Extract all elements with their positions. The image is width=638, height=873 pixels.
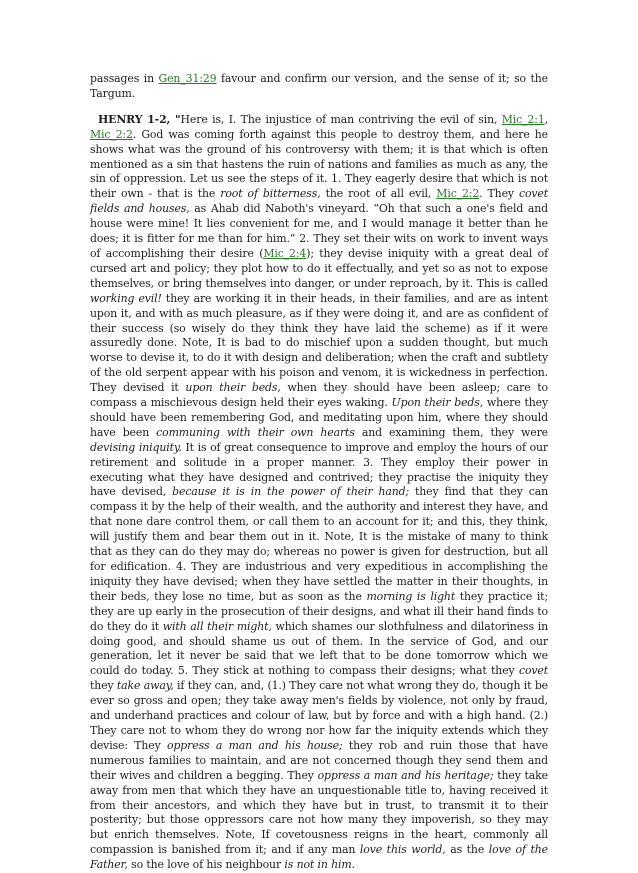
- intro-paragraph: [90, 72, 548, 102]
- body-text: favour and confirm our version, and the sense of it; so the Targum.: [90, 72, 549, 100]
- body-text: passages in: [90, 72, 159, 85]
- emphasized-text: covet: [518, 664, 548, 678]
- scripture-reference-link[interactable]: Mic_2:1: [501, 112, 545, 126]
- emphasized-text: communing with their own hearts: [156, 425, 355, 439]
- body-text: as the: [445, 843, 489, 857]
- emphasized-text: love of the Father,: [90, 843, 548, 872]
- body-text: they find that they can compass it by the help of their wealth, and the authority and interest they have, and that none dare control them, or call them to an account for it; and this, they think, will justify them and bear them out in it. Note, It is the mistake of many to think that as they can do they may do; whereas no power is given for destruction, but all for edification. 4. They are industrious and very expeditious in accomplishing the iniquity they have devised; when they have settled the matter in their thoughts, in their beds, they lose no time, but as soon as the: [90, 485, 548, 603]
- emphasized-text: morning is light: [366, 589, 456, 603]
- body-text: so the love of his neighbour: [127, 858, 285, 872]
- body-text: they take away from men that which they have an unquestionable title to, having received it from their ancestors, and which they have but in trust, to transmit it to their posterity; but those oppressors care not how many they impoverish, so they may but enrich themselves. Note, If covetousness reigns in the heart, commonly all compassion is banished from it; and if any man: [90, 768, 548, 857]
- emphasized-text: love this world,: [359, 843, 446, 857]
- emphasized-text: is not in him.: [284, 858, 355, 872]
- emphasized-text: take away,: [116, 679, 174, 693]
- body-text: they are working it in their heads, in their families, and are as intent upon it, and with as much pleasure, as if they were doing it, and are as confident of their success (so wisely do they think they have laid the scheme) as if it were assuredly done. Note, It is bad to do mischief upon a sudden thought, but much worse to devise it, to do it with design and deliberation; when the craft and subtlety of the old serpent appear with his poison and venom, it is wickedness in perfection. They devised it: [90, 291, 549, 395]
- emphasized-text: Upon their beds,: [391, 396, 484, 410]
- body-text: when they should have been asleep; care to compass a mischievous design held their eyes waking.: [90, 381, 548, 410]
- body-text: which shames our slothfulness and dilatoriness in doing good, and should shame us out of them. In the service of God, and our generation, let it never be said that we left that to be done tomorrow which we could do today. 5. They stick at nothing to compass their designs; what they: [90, 619, 548, 678]
- body-text: where they should have been remembering God, and meditating upon him, where they should have been: [90, 396, 548, 439]
- henry-commentary-paragraph: [90, 113, 548, 873]
- emphasized-text: oppress a man and his house;: [167, 738, 343, 752]
- scripture-reference-link[interactable]: Mic_2:4: [263, 246, 307, 260]
- body-text: they: [90, 679, 117, 693]
- body-text: . They: [479, 187, 519, 201]
- emphasized-text: working evil!: [90, 291, 162, 305]
- emphasized-text: root of bitterness,: [220, 187, 321, 201]
- body-text: . God was coming forth against this people to destroy them, and here he shows what was the ground of his controversy with them; it is that which is often mentioned as a sin that hastens the ruin of nations and families as much as any, the sin of oppression. Let us see the steps of it. 1. They eagerly desire that which is not their own - that is the: [90, 127, 548, 201]
- body-text: ,: [544, 112, 548, 126]
- body-text: the root of all evil,: [320, 187, 437, 201]
- document-page: [90, 72, 548, 873]
- emphasized-text: upon their beds,: [185, 381, 281, 395]
- emphasized-text: because it is in the power of their hand;: [172, 485, 410, 499]
- emphasized-text: devising iniquity.: [90, 440, 182, 454]
- body-text: Here is, I. The injustice of man contriving the evil of sin,: [180, 112, 502, 126]
- body-text: if they can, and, (1.) They care not what wrong they do, though it be ever so gross and open; they take away men's fields by violence, not only by fraud, and underhand practices and colour of law, but by force and with a high hand. (2.) They care not to whom they do wrong nor how far the iniquity extends which they devise: They: [90, 679, 548, 752]
- commentary-label: HENRY 1-2, ": [98, 112, 181, 126]
- emphasized-text: oppress a man and his heritage;: [317, 768, 494, 782]
- emphasized-text: covet fields and houses,: [90, 187, 548, 216]
- body-text: they rob and ruin those that have numerous families to maintain, and are not concerned though they send them and their wives and children a begging. They: [90, 738, 548, 782]
- body-text: they practice it; they are up early in the prosecution of their designs, and what ill their hand finds to do they do it: [90, 589, 548, 633]
- scripture-reference-link[interactable]: Mic_2:2: [436, 187, 480, 201]
- body-text: ); they devise iniquity with a great deal of cursed art and policy; they plot how to do it effectually, and yet so as not to expose themselves, or bring themselves into danger, or under reproach, by it. This is called: [90, 246, 549, 290]
- body-text: It is of great consequence to improve and employ the hours of our retirement and solitude in a proper manner. 3. They employ their power in executing what they have designed and contrived; they practise the iniquity they have devised,: [90, 440, 548, 499]
- body-text: as Ahab did Naboth's vineyard. “Oh that such a one's field and house were mine! It lies convenient for me, and I would manage it better than he does; it is fitter for me than for him.” 2. They set their wits on work to invent ways of accomplishing their desire (: [90, 202, 548, 260]
- body-text: and examining them, they were: [354, 425, 548, 439]
- scripture-reference-link[interactable]: Mic_2:2: [90, 127, 133, 141]
- emphasized-text: with all their might,: [162, 619, 272, 633]
- scripture-reference-link[interactable]: Gen_31:29: [158, 72, 217, 85]
